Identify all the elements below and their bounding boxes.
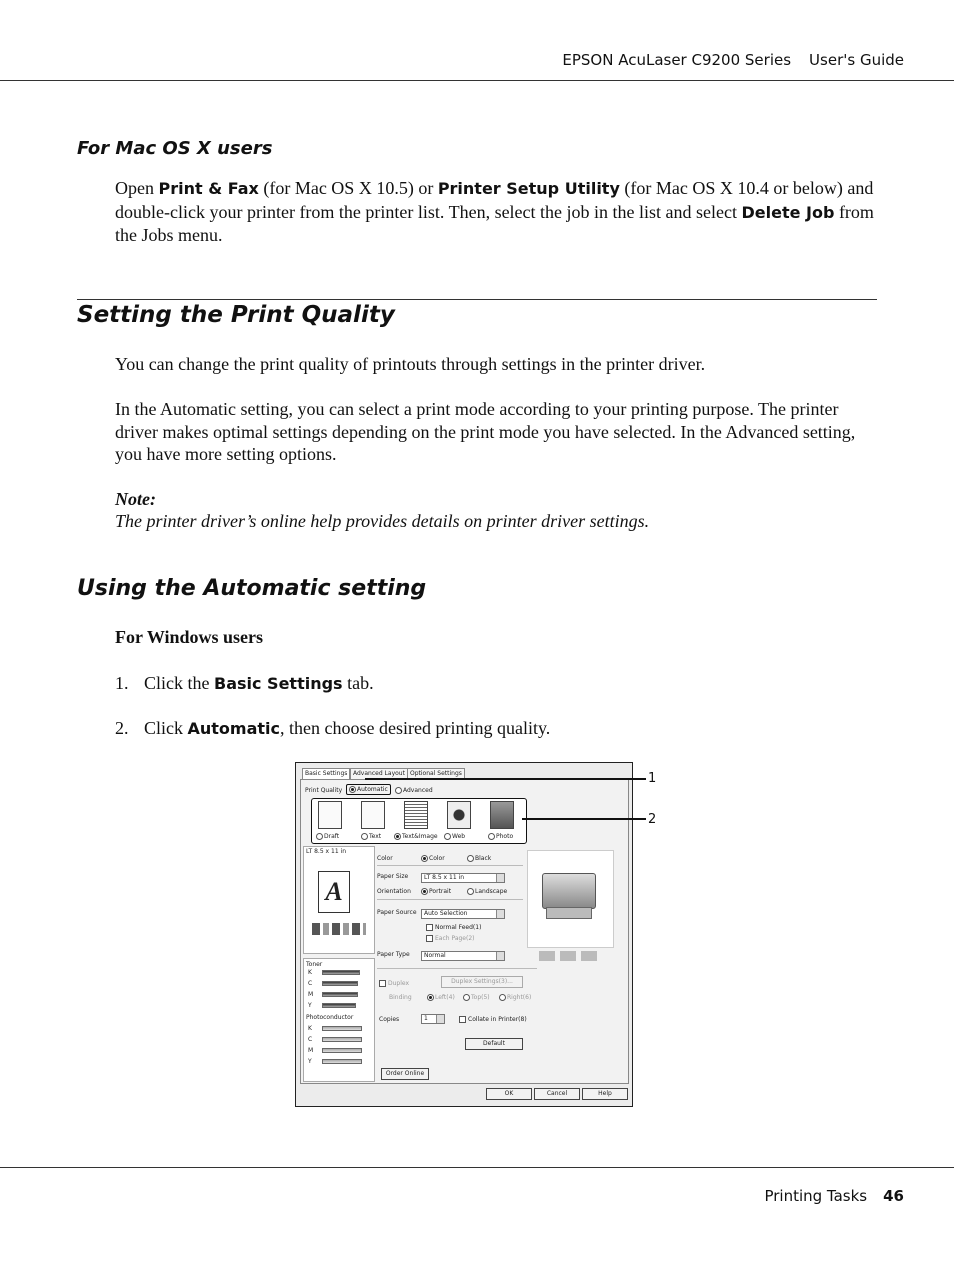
text-radio-dot [361,833,368,840]
pc-k-label: K [308,1025,312,1032]
draft-radio[interactable]: Draft [316,833,339,840]
footer-section: Printing Tasks [764,1187,868,1205]
web-radio-dot [444,833,451,840]
color-radio-dot [421,855,428,862]
delete-job-term: Delete Job [741,202,835,222]
photo-radio[interactable]: Photo [488,833,513,840]
page-number: 46 [883,1187,904,1205]
paper-size-caption: LT 8.5 x 11 in [306,848,347,855]
text-image-mode-icon[interactable] [404,801,428,829]
preview-buttons[interactable] [539,951,599,961]
callout-line-2 [522,818,646,820]
callout-line-1 [365,778,646,780]
step-1: 1. Click the Basic Settings tab. [115,673,374,693]
header-rule [0,80,954,81]
default-button[interactable]: Default [465,1038,523,1050]
callout-2: 2 [648,812,657,827]
color-radio[interactable]: Color [421,855,445,862]
quality-paragraph-1: You can change the print quality of printouts through settings in the printer driver. [115,354,706,374]
pc-y-bar [322,1059,362,1064]
toner-c-bar [322,981,358,986]
pc-m-bar [322,1048,362,1053]
printer-driver-dialog [295,762,633,1107]
layout-icons [312,923,366,935]
pc-k-bar [322,1026,362,1031]
landscape-radio[interactable]: Landscape [467,888,507,895]
help-button[interactable]: Help [582,1088,628,1100]
print-quality-label: Print Quality [305,787,343,794]
header-product: EPSON AcuLaser C9200 Series [562,51,792,69]
duplex-checkbox[interactable]: Duplex [379,980,409,987]
pc-m-label: M [308,1047,314,1054]
copies-label: Copies [379,1016,400,1023]
top-radio-dot [463,994,470,1001]
toner-k-bar [322,970,360,975]
heading-mac-users: For Mac OS X users [77,138,273,159]
right-radio[interactable]: Right(6) [499,994,531,1001]
tab-basic-settings[interactable]: Basic Settings [302,768,350,780]
left-radio[interactable]: Left(4) [427,994,455,1001]
ok-button[interactable]: OK [486,1088,532,1100]
paper-type-select[interactable]: Normal [421,951,505,961]
orientation-label: Orientation [377,888,411,895]
pc-y-label: Y [308,1058,312,1065]
paper-source-label: Paper Source [377,909,417,916]
page-header [562,51,904,69]
landscape-radio-dot [467,888,474,895]
web-radio[interactable]: Web [444,833,465,840]
section-rule [77,299,877,300]
printer-setup-utility-term: Printer Setup Utility [437,179,620,198]
tab-optional-settings[interactable]: Optional Settings [407,768,465,780]
quality-mode-group [311,798,527,844]
toner-m-bar [322,992,358,997]
toner-c-label: C [308,980,313,987]
note-text: The printer driver’s online help provides details on printer driver settings. [115,511,650,531]
portrait-radio[interactable]: Portrait [421,888,451,895]
pc-c-bar [322,1037,362,1042]
printer-image [527,850,614,948]
printer-body-shape [542,873,596,909]
text-mode-icon[interactable] [361,801,385,829]
footer-rule [0,1167,954,1168]
photo-mode-icon[interactable] [490,801,514,829]
copies-stepper[interactable]: 1 [421,1014,445,1024]
collate-box [459,1016,466,1023]
tab-advanced-layout[interactable]: Advanced Layout [350,768,408,780]
automatic-radio-dot [349,786,356,793]
windows-users-subheading: For Windows users [115,627,264,647]
mac-paragraph: Open Print & Fax (for Mac OS X 10.5) or Printer Setup Utility (for Mac OS X 10.4 or below) and double-click your printer from the printer list. Then, select the job in the list and select Delete Job from the Jobs menu. [115,178,874,245]
cancel-button[interactable]: Cancel [534,1088,580,1100]
normal-feed-box [426,924,433,931]
each-page-checkbox[interactable]: Each Page(2) [426,935,475,942]
web-mode-icon[interactable] [447,801,471,829]
consumables-panel [303,958,375,1082]
black-radio-dot [467,855,474,862]
divider [377,968,537,969]
paper-type-label: Paper Type [377,951,410,958]
automatic-term: Automatic [187,719,280,738]
paper-source-select[interactable]: Auto Selection [421,909,505,919]
toner-label: Toner [306,961,323,968]
paper-preview-page: A [318,871,350,913]
advanced-radio-dot [395,787,402,794]
advanced-radio[interactable]: Advanced [395,787,433,794]
right-radio-dot [499,994,506,1001]
heading-automatic-setting: Using the Automatic setting [77,576,427,601]
black-radio[interactable]: Black [467,855,491,862]
binding-label: Binding [389,994,412,1001]
photoconductor-label: Photoconductor [306,1014,354,1021]
text-image-radio[interactable]: Text&Image [394,833,438,840]
draft-mode-icon[interactable] [318,801,342,829]
draft-radio-dot [316,833,323,840]
printer-tray-shape [546,907,592,919]
left-radio-dot [427,994,434,1001]
order-online-button[interactable]: Order Online [381,1068,429,1080]
print-fax-term: Print & Fax [158,179,259,198]
normal-feed-checkbox[interactable]: Normal Feed(1) [426,924,481,931]
automatic-radio[interactable]: Automatic [346,784,391,795]
divider [377,865,523,866]
paper-preview-panel [303,846,375,954]
divider [377,899,523,900]
paper-size-select[interactable]: LT 8.5 x 11 in [421,873,505,883]
text-image-radio-dot [394,833,401,840]
heading-print-quality: Setting the Print Quality [77,302,395,328]
header-guide: User's Guide [809,51,904,69]
callout-1: 1 [648,771,657,786]
toner-k-label: K [308,969,312,976]
paper-size-label: Paper Size [377,873,409,880]
top-radio[interactable]: Top(5) [463,994,490,1001]
step-2: 2. Click Automatic, then choose desired printing quality. [115,718,551,738]
portrait-radio-dot [421,888,428,895]
note-label: Note: [115,489,156,509]
duplex-settings-button[interactable]: Duplex Settings(3)... [441,976,523,988]
pc-c-label: C [308,1036,313,1043]
color-label: Color [377,855,393,862]
toner-y-label: Y [308,1002,312,1009]
collate-checkbox[interactable]: Collate in Printer(8) [459,1016,527,1023]
duplex-box [379,980,386,987]
toner-y-bar [322,1003,356,1008]
page-footer [764,1187,904,1205]
basic-settings-panel [300,779,629,1084]
basic-settings-term: Basic Settings [214,674,343,693]
quality-paragraph-2: In the Automatic setting, you can select a print mode according to your printing purpose. The printer driver makes optimal settings depending on the print mode you have selected. In the Advanced setting, you have more setting options. [115,399,856,464]
text-radio[interactable]: Text [361,833,381,840]
toner-m-label: M [308,991,314,998]
photo-radio-dot [488,833,495,840]
each-page-box [426,935,433,942]
